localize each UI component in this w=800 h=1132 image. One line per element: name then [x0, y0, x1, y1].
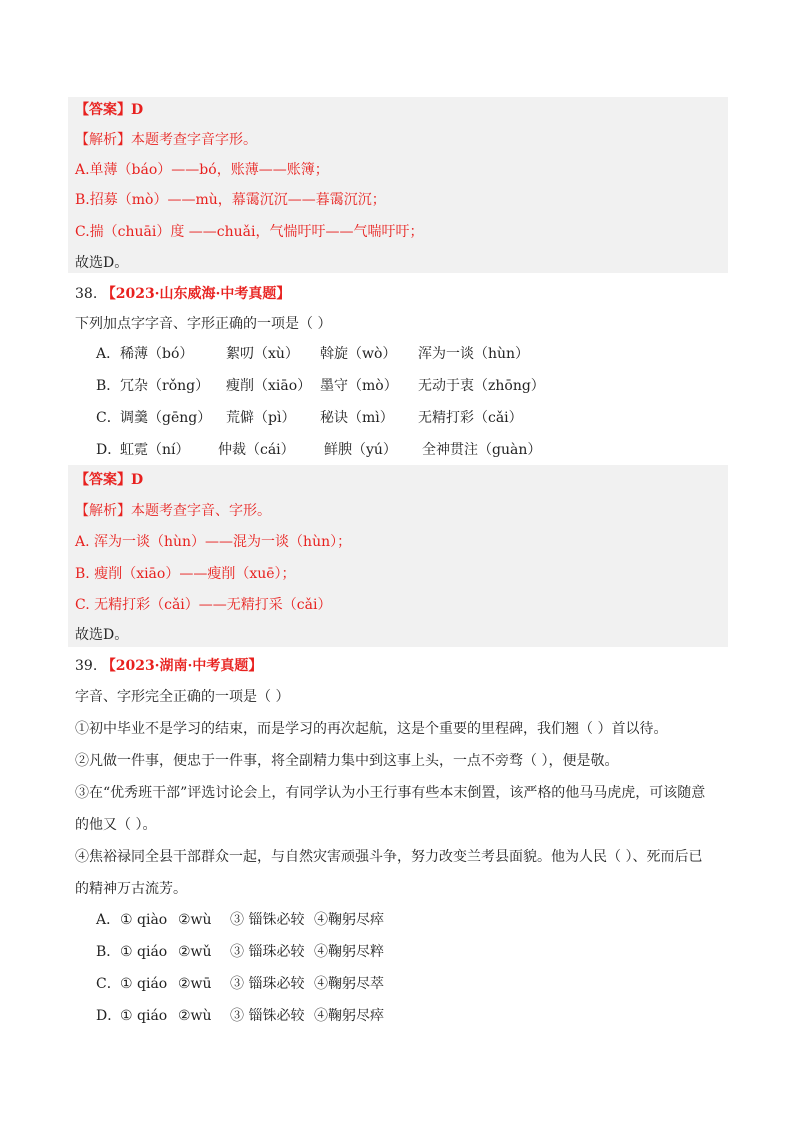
option-item: ④鞠躬尽瘁 [314, 1008, 384, 1024]
option-item: 稀薄（bó） [120, 346, 194, 362]
option-item: 冗杂（rǒng） [120, 378, 210, 394]
option-item: 荒僻（pì） [226, 410, 296, 426]
option-item: ③ 锱铢必较 [230, 1008, 305, 1024]
analysis-line: A.单薄（báo）——bó，账薄——账簿； [75, 162, 329, 178]
option-label: D． [96, 1008, 122, 1024]
option-item: 瘦削（xiāo） [226, 378, 312, 394]
question-header [75, 651, 262, 681]
option-label: B． [96, 944, 121, 960]
question-source: 【2023·山东威海·中考真题】 [101, 286, 291, 302]
option-item: ②wǔ [178, 944, 212, 960]
option-item: 絮叨（xù） [226, 346, 299, 362]
question-paragraph: ②凡做一件事，便忠于一件事，将全副精力集中到这事上头，一点不旁骛（ ），便是敬。 [75, 753, 619, 769]
option-item: 墨守（mò） [320, 378, 398, 394]
option-label: C． [96, 976, 121, 992]
option-item: ④鞠躬尽粹 [314, 944, 384, 960]
option-label: A． [96, 912, 121, 928]
option-item: ③ 锱铢必较 [230, 912, 305, 928]
option-item: ③ 锱珠必较 [230, 976, 305, 992]
option-item: 无动于衷（zhōng） [418, 378, 545, 394]
question-paragraph: ④焦裕禄同全县干部群众一起，与自然灾害顽强斗争，努力改变兰考县面貌。他为人民（ ）、死而后已 [75, 849, 703, 865]
option-item: 浑为一谈（hùn） [418, 346, 530, 362]
analysis-line: B.招募（mò）——mù，幕霭沉沉——暮霭沉沉； [75, 192, 386, 208]
analysis-line: C. 无精打彩（cǎi）——无精打采（cǎi） [75, 597, 332, 613]
question-paragraph: ③在“优秀班干部”评选讨论会上，有同学认为小王行事有些本末倒置，该严格的他马马虎虎，可该随意 [75, 785, 706, 801]
option-item: 无精打彩（cǎi） [418, 410, 523, 426]
analysis-label: 【解析】本题考查字音、字形。 [75, 503, 271, 519]
option-item: ③ 锱珠必较 [230, 944, 305, 960]
option-item: ① qiáo [120, 944, 168, 960]
question-header [75, 279, 290, 309]
option-item: ① qiáo [120, 976, 168, 992]
option-item: 仲裁（cái） [218, 442, 295, 458]
answer-label: 【答案】D [75, 472, 144, 488]
option-item: 秘诀（mì） [320, 410, 394, 426]
question-stem: 下列加点字字音、字形正确的一项是（ ） [75, 316, 332, 332]
option-item: 鲜腴（yú） [324, 442, 397, 458]
question-paragraph: 的精神万古流芳。 [75, 881, 187, 897]
option-item: ④鞠躬尽萃 [314, 976, 384, 992]
option-item: 斡旋（wò） [320, 346, 397, 362]
option-item: 调羹（gēng） [120, 410, 212, 426]
option-item: 虹霓（ní） [120, 442, 190, 458]
option-label: C． [96, 410, 121, 426]
analysis-label: 【解析】本题考查字音字形。 [75, 132, 257, 148]
analysis-conclusion: 故选D。 [75, 255, 129, 271]
option-label: B． [96, 378, 121, 394]
option-item: ②wù [178, 912, 212, 928]
analysis-line: A. 浑为一谈（hùn）——混为一谈（hùn）； [75, 534, 352, 550]
option-item: ① qiào [120, 912, 168, 928]
question-paragraph: 的他又（ ）。 [75, 817, 157, 833]
option-item: ① qiáo [120, 1008, 168, 1024]
option-item: ②wù [178, 1008, 212, 1024]
question-stem: 字音、字形完全正确的一项是（ ） [75, 689, 290, 705]
analysis-line: B. 瘦削（xiāo）——瘦削（xuē）； [75, 566, 296, 582]
option-label: A． [96, 346, 121, 362]
option-label: D． [96, 442, 122, 458]
question-number: 39. [75, 658, 98, 674]
question-number: 38. [75, 286, 98, 302]
answer-label: 【答案】D [75, 102, 144, 118]
option-item: ②wū [178, 976, 212, 992]
analysis-line: C.揣（chuāi）度 ——chuǎi，气惴吁吁——气喘吁吁； [75, 224, 424, 240]
analysis-conclusion: 故选D。 [75, 627, 129, 643]
option-item: 全神贯注（guàn） [422, 442, 542, 458]
option-item: ④鞠躬尽瘁 [314, 912, 384, 928]
question-source: 【2023·湖南·中考真题】 [101, 658, 263, 674]
question-paragraph: ①初中毕业不是学习的结束，而是学习的再次起航，这是个重要的里程碑，我们翘（ ）首以待。 [75, 721, 668, 737]
